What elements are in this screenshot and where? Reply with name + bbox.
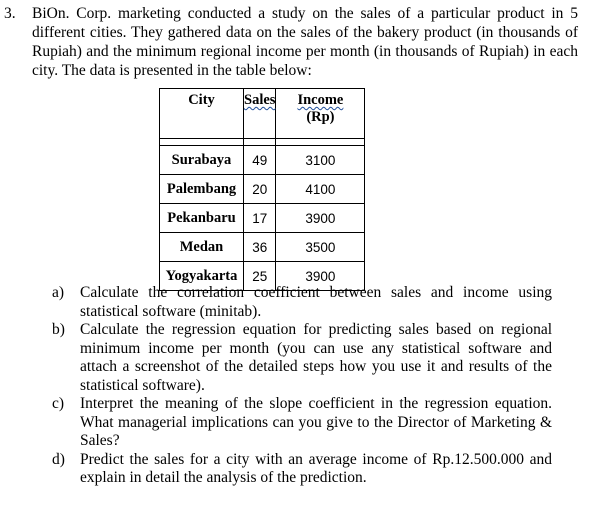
cell-sales: 17 [244, 204, 276, 233]
question-part-d [52, 451, 552, 488]
header-city: City [160, 89, 244, 139]
part-text: Calculate the regression equation for predicting sales based on regional minimum income per month (you can use any statistical software and attach a screenshot of the detailed steps how you use it and results of the statistical software). [80, 321, 552, 394]
cell-income: 3900 [276, 204, 365, 233]
table-row [160, 204, 365, 233]
header-sales: Sales [244, 89, 276, 139]
cell-sales: 25 [244, 262, 276, 291]
table-row [160, 233, 365, 262]
header-income [276, 89, 365, 139]
cell-sales: 36 [244, 233, 276, 262]
question-part-b [52, 321, 552, 395]
part-label: d) [52, 450, 65, 468]
cell-income: 3500 [276, 233, 365, 262]
part-text: Interpret the meaning of the slope coefficient in the regression equation. What managerial implications can you give to the Director of Marketing & Sales? [80, 395, 552, 449]
cell-city: Surabaya [160, 146, 244, 175]
table-row [160, 175, 365, 204]
cell-sales: 49 [244, 146, 276, 175]
question-intro [4, 4, 578, 80]
data-table [159, 88, 365, 291]
cell-sales: 20 [244, 175, 276, 204]
part-text: Calculate the correlation coefficient between sales and income using statistical software (minitab). [80, 284, 552, 320]
cell-city: Medan [160, 233, 244, 262]
table-row [160, 146, 365, 175]
question-part-c [52, 395, 552, 451]
part-label: b) [52, 321, 65, 338]
question-parts [52, 284, 552, 488]
table-header-row [160, 89, 365, 139]
header-income-line2: (Rp) [306, 109, 335, 125]
cell-income: 3100 [276, 146, 365, 175]
part-text: Predict the sales for a city with an average income of Rp.12.500.000 and explain in detail the analysis of the prediction. [80, 450, 552, 486]
question-number: 3. [4, 5, 16, 22]
cell-city: Palembang [160, 175, 244, 204]
header-income-line1: Income [297, 92, 344, 108]
part-label: c) [52, 395, 65, 412]
table-spacer-row [160, 139, 365, 146]
cell-city: Yogyakarta [160, 262, 244, 291]
cell-income: 3900 [276, 262, 365, 291]
question-part-a [52, 284, 552, 321]
question-text: BiOn. Corp. marketing conducted a study on the sales of a particular product in 5 different cities. They gathered data on the sales of the bakery product (in thousands of Rupiah) and the minimum regional income per month (in thousands of Rupiah) in each city. The data is presented in the table below: [32, 5, 578, 79]
cell-city: Pekanbaru [160, 204, 244, 233]
part-label: a) [52, 284, 65, 301]
cell-income: 4100 [276, 175, 365, 204]
